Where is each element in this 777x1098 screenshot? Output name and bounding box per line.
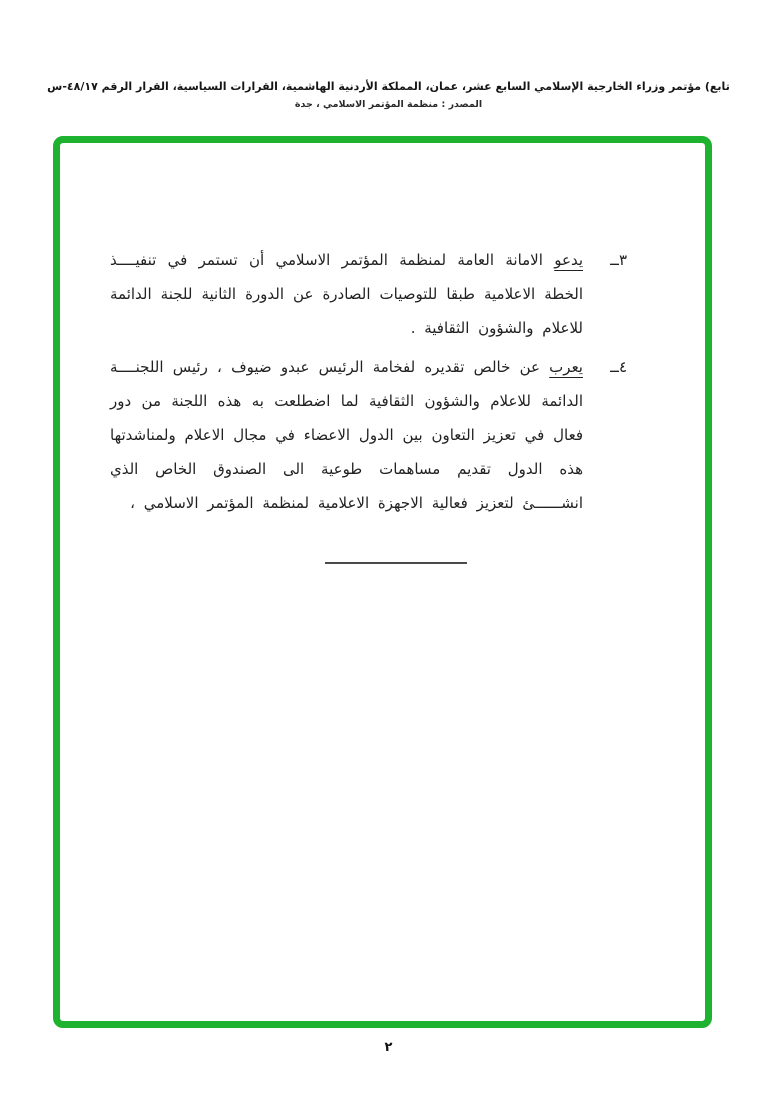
item-4-lead-word: يعرب	[549, 358, 583, 376]
item-3-lead-word: يدعو	[554, 251, 583, 269]
resolution-item-3	[110, 243, 627, 345]
green-annotation-box	[53, 136, 712, 1028]
item-3-text	[110, 243, 583, 345]
section-divider	[325, 562, 467, 564]
item-4-number: ٤ــ	[610, 358, 627, 376]
page-number: ٢	[384, 1040, 393, 1055]
header-source-line: المصدر : منظمة المؤتمر الاسلامي ، جدة	[294, 99, 483, 110]
item-3-number: ٣ــ	[610, 251, 627, 269]
item-4-text	[110, 350, 583, 520]
header-citation-line: تابع) مؤتمر وزراء الخارجية الإسلامي السابع عشر، عمان، المملكة الأردنية الهاشمية، القرارات السياسية، القرار الرقم ٤٨/١٧-س	[47, 80, 730, 93]
item-3-body-text: الامانة العامة لمنظمة المؤتمر الاسلامي أن تستمر في تنفيــــذ الخطة الاعلامية طبقا للتوصيات الصادرة عن الدورة الثانية للجنة الدائمة للاعلام والشؤون الثقافية .	[110, 251, 583, 337]
document-body	[60, 143, 705, 1021]
resolution-item-4	[110, 350, 627, 520]
document-header	[0, 80, 777, 110]
item-4-body-text: عن خالص تقديره لفخامة الرئيس عبدو ضيوف ، رئيس اللجنــــة الدائمة للاعلام والشؤون الثقافية لما اضطلعت به هذه اللجنة من دور فعال في تعزيز التعاون بين الدول الاعضاء في مجال الاعلام ولمناشدتها هذه الدول تقديم مساهمات طوعية الى الصندوق الخاص الذي انشــــــئ لتعزيز فعالية الاجهزة الاعلامية لمنظمة المؤتمر الاسلامي ،	[110, 358, 583, 512]
